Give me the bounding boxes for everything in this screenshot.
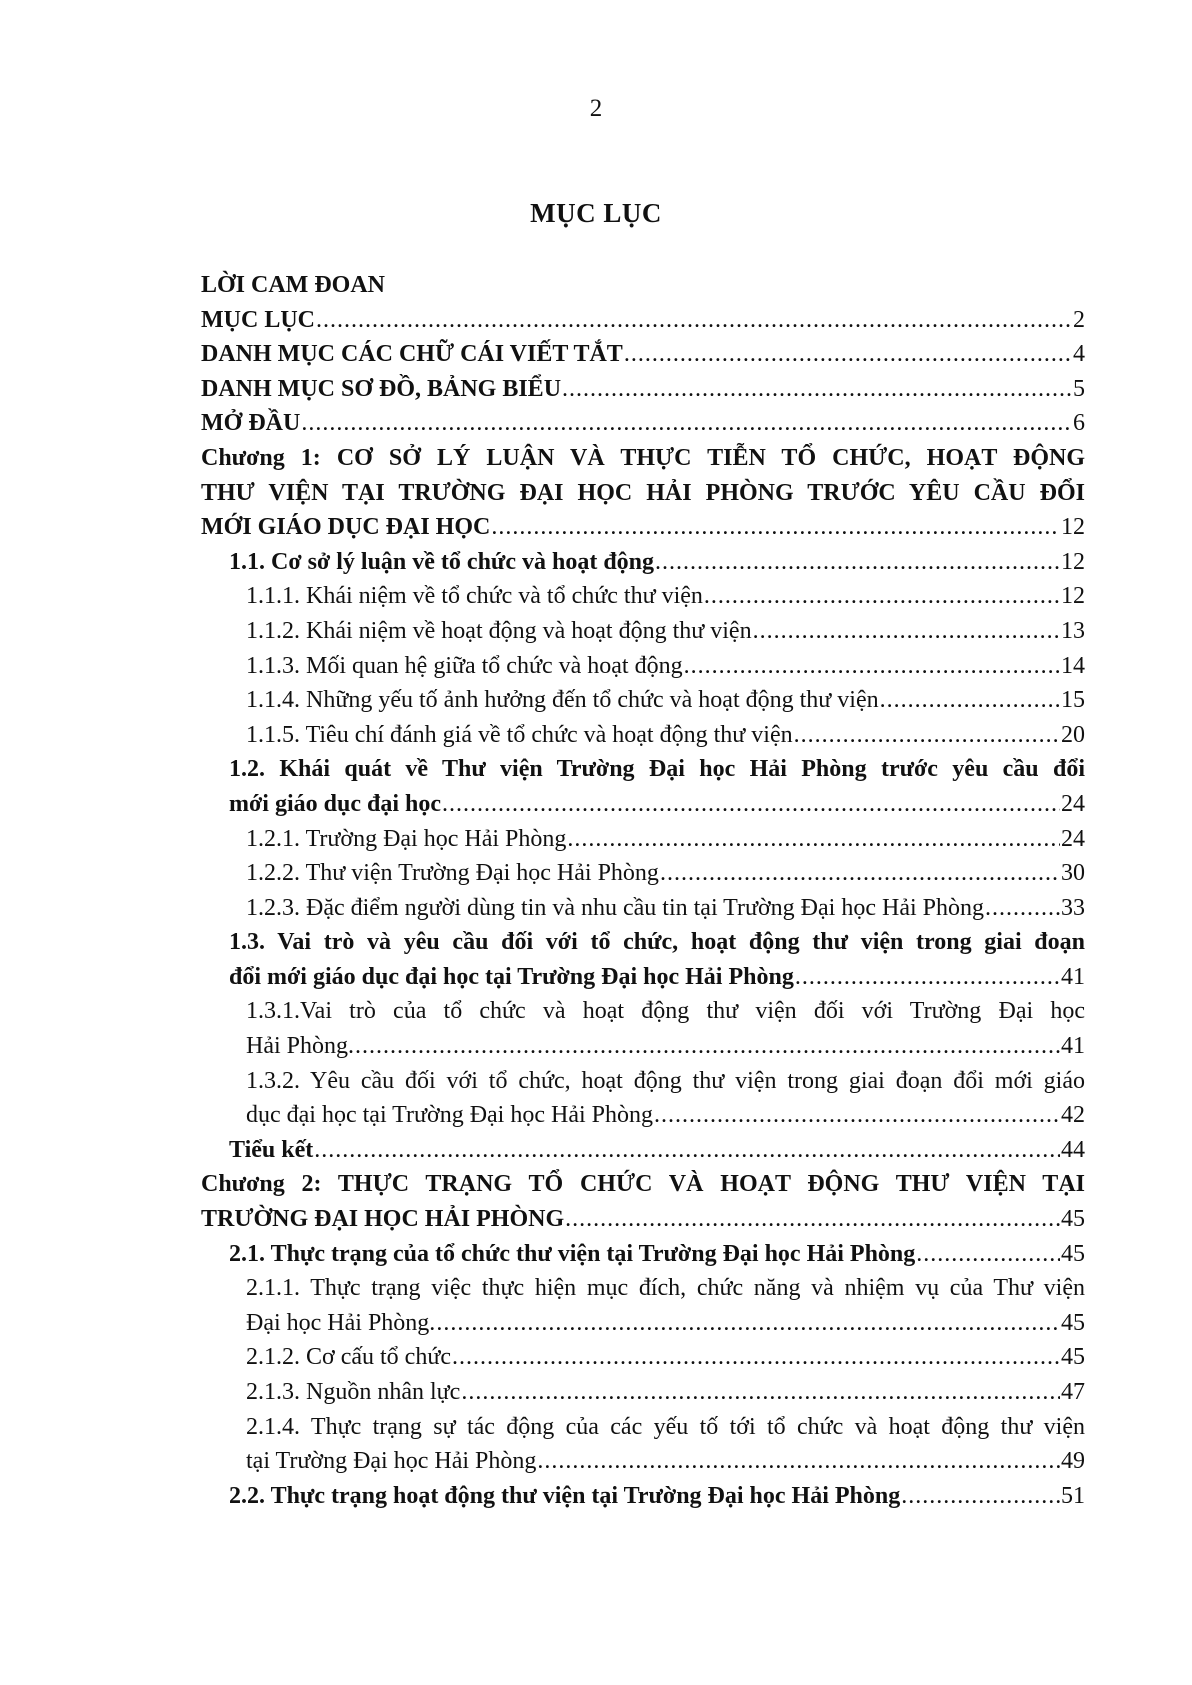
toc-entry-text: LỜI CAM ĐOAN xyxy=(201,272,385,298)
dot-leader xyxy=(654,1098,1060,1133)
toc-entry-text: tại Trường Đại học Hải Phòng xyxy=(246,1448,537,1475)
toc-entry-text: 1.1.4. Những yếu tố ảnh hưởng đến tổ chức và hoạt động thư viện xyxy=(246,687,879,714)
toc-entry xyxy=(201,406,1085,441)
dot-leader xyxy=(436,1306,1060,1341)
toc-page-number: 12 xyxy=(1061,514,1085,541)
toc-entry xyxy=(201,1133,1085,1168)
toc-page-number: 6 xyxy=(1073,410,1085,437)
toc-page-number: 12 xyxy=(1061,548,1085,575)
toc-entry xyxy=(201,579,1085,614)
dot-leader xyxy=(314,1133,1060,1168)
dot-leader xyxy=(660,856,1060,891)
dot-leader xyxy=(704,579,1060,614)
toc-entry-text: Hải Phòng. xyxy=(246,1033,354,1060)
toc-entry-text: 1.1.5. Tiêu chí đánh giá về tổ chức và hoạt động thư viện xyxy=(246,721,793,748)
toc-entry xyxy=(201,268,1085,303)
toc-entry-text: DANH MỤC SƠ ĐỒ, BẢNG BIỂU xyxy=(201,375,562,402)
dot-leader xyxy=(562,372,1072,407)
toc-entry-text: dục đại học tại Trường Đại học Hải Phòng xyxy=(246,1102,653,1129)
dot-leader xyxy=(655,545,1060,580)
toc-page-number: 5 xyxy=(1073,375,1085,402)
dot-leader xyxy=(684,649,1060,684)
toc-entry-text: đổi mới giáo dục đại học tại Trường Đại học Hải Phòng xyxy=(229,963,794,990)
toc-entry xyxy=(201,994,1085,1063)
toc-entry-text: THƯ VIỆN TẠI TRƯỜNG ĐẠI HỌC HẢI PHÒNG TRƯỚC YÊU CẦU ĐỔI xyxy=(201,479,1085,506)
toc-entry xyxy=(201,337,1085,372)
toc-entry xyxy=(201,1064,1085,1133)
toc-entry xyxy=(201,545,1085,580)
dot-leader xyxy=(452,1340,1060,1375)
toc-page-number: 14 xyxy=(1061,652,1085,679)
toc-entry xyxy=(201,441,1085,545)
toc-entry-text: 1.3. Vai trò và yêu cầu đối với tổ chức, hoạt động thư viện trong giai đoạn xyxy=(229,929,1085,956)
dot-leader xyxy=(985,891,1060,926)
toc-entry xyxy=(201,1237,1085,1272)
toc-entry-text: Tiểu kết xyxy=(229,1136,314,1163)
toc-entry-text: 1.3.2. Yêu cầu đối với tổ chức, hoạt động thư viện trong giai đoạn đổi mới giáo xyxy=(246,1067,1085,1094)
toc-entry xyxy=(201,752,1085,821)
dot-leader xyxy=(355,1029,1060,1064)
toc-page-number: 33 xyxy=(1061,894,1085,921)
toc-entry-text: mới giáo dục đại học xyxy=(229,790,441,817)
toc-page-number: 45 xyxy=(1061,1240,1085,1267)
toc-entry xyxy=(201,1479,1085,1514)
toc-page-number: 41 xyxy=(1061,1033,1085,1060)
dot-leader xyxy=(491,510,1060,545)
toc-page-number: 44 xyxy=(1061,1136,1085,1163)
toc-page-number: 2 xyxy=(1073,306,1085,333)
dot-leader xyxy=(442,787,1060,822)
toc-entry-text: Chương 2: THỰC TRẠNG TỔ CHỨC VÀ HOẠT ĐỘNG THƯ VIỆN TẠI xyxy=(201,1171,1085,1198)
toc-entry-text: MỞ ĐẦU xyxy=(201,410,301,437)
toc-entry-text: 2.1.2. Cơ cấu tổ chức xyxy=(246,1344,451,1371)
toc-entry-text: MỤC LỤC xyxy=(201,306,315,333)
toc-page-number: 20 xyxy=(1061,721,1085,748)
dot-leader xyxy=(753,614,1060,649)
toc-entry xyxy=(201,649,1085,684)
toc-entry-text: 1.1.3. Mối quan hệ giữa tổ chức và hoạt động xyxy=(246,652,683,679)
toc-entry-text: 1.3.1.Vai trò của tổ chức và hoạt động thư viện đối với Trường Đại học xyxy=(246,998,1085,1025)
toc-page-number: 47 xyxy=(1061,1379,1085,1405)
toc-entry-text: MỚI GIÁO DỤC ĐẠI HỌC xyxy=(201,514,491,541)
toc-entry-text: 1.2.2. Thư viện Trường Đại học Hải Phòng xyxy=(246,860,659,887)
dot-leader xyxy=(901,1479,1060,1514)
dot-leader xyxy=(794,718,1060,753)
table-of-contents xyxy=(201,268,1085,1513)
toc-entry-text: Đại học Hải Phòng. xyxy=(246,1309,436,1336)
dot-leader xyxy=(301,406,1072,441)
toc-entry-text: DANH MỤC CÁC CHỮ CÁI VIẾT TẮT xyxy=(201,341,623,368)
toc-entry-text: 2.1.4. Thực trạng sự tác động của các yếu tố tới tổ chức và hoạt động thư viện xyxy=(246,1413,1085,1440)
toc-entry xyxy=(201,718,1085,753)
toc-entry-text: 2.2. Thực trạng hoạt động thư viện tại Trường Đại học Hải Phòng xyxy=(229,1482,901,1509)
dot-leader xyxy=(316,303,1072,338)
toc-entry xyxy=(201,1375,1085,1410)
toc-page-number: 24 xyxy=(1061,790,1085,817)
toc-entry-text: 1.1.1. Khái niệm về tổ chức và tổ chức thư viện xyxy=(246,583,703,610)
toc-page-number: 42 xyxy=(1061,1102,1085,1129)
dot-leader xyxy=(567,822,1060,857)
toc-entry xyxy=(201,856,1085,891)
toc-page-number: 13 xyxy=(1061,617,1085,644)
dot-leader xyxy=(624,337,1072,372)
toc-entry xyxy=(201,1340,1085,1375)
toc-page-number: 45 xyxy=(1061,1206,1085,1233)
toc-page-number: 24 xyxy=(1061,825,1085,852)
toc-entry xyxy=(201,822,1085,857)
toc-entry-text: 1.1.2. Khái niệm về hoạt động và hoạt động thư viện xyxy=(246,617,752,644)
dot-leader xyxy=(461,1375,1060,1410)
toc-entry-text: 1.1. Cơ sở lý luận về tổ chức và hoạt động xyxy=(229,548,655,575)
toc-page-number: 45 xyxy=(1061,1344,1085,1371)
toc-entry-text: Chương 1: CƠ SỞ LÝ LUẬN VÀ THỰC TIỄN TỔ CHỨC, HOẠT ĐỘNG xyxy=(201,444,1085,471)
toc-entry xyxy=(201,925,1085,994)
toc-page-number: 12 xyxy=(1061,583,1085,610)
page-title: MỤC LỤC xyxy=(530,198,662,228)
toc-entry xyxy=(201,1167,1085,1236)
toc-entry-text: 1.2.1. Trường Đại học Hải Phòng xyxy=(246,825,567,852)
dot-leader xyxy=(537,1444,1060,1479)
toc-page-number: 30 xyxy=(1061,860,1085,887)
toc-entry xyxy=(201,1410,1085,1479)
toc-page-number: 41 xyxy=(1061,963,1085,990)
toc-page-number: 49 xyxy=(1061,1448,1085,1475)
toc-entry-text: 1.2.3. Đặc điểm người dùng tin và nhu cầu tin tại Trường Đại học Hải Phòng xyxy=(246,894,984,921)
toc-entry-text: TRƯỜNG ĐẠI HỌC HẢI PHÒNG xyxy=(201,1206,565,1233)
toc-page-number: 4 xyxy=(1073,341,1085,368)
toc-entry xyxy=(201,372,1085,407)
toc-entry xyxy=(201,1271,1085,1340)
dot-leader xyxy=(880,683,1060,718)
toc-page-number: 51 xyxy=(1061,1482,1085,1509)
toc-entry xyxy=(201,614,1085,649)
page-number: 2 xyxy=(589,95,603,122)
toc-entry xyxy=(201,303,1085,338)
dot-leader xyxy=(916,1237,1060,1272)
toc-entry-text: 2.1. Thực trạng của tổ chức thư viện tại Trường Đại học Hải Phòng xyxy=(229,1240,916,1267)
toc-page-number: 15 xyxy=(1061,687,1085,714)
dot-leader xyxy=(795,960,1060,995)
toc-entry-text: 2.1.3. Nguồn nhân lực xyxy=(246,1379,461,1405)
toc-entry-text: 2.1.1. Thực trạng việc thực hiện mục đích, chức năng và nhiệm vụ của Thư viện xyxy=(246,1275,1085,1302)
toc-entry-text: 1.2. Khái quát về Thư viện Trường Đại học Hải Phòng trước yêu cầu đổi xyxy=(229,756,1085,783)
toc-entry xyxy=(201,891,1085,926)
toc-entry xyxy=(201,683,1085,718)
toc-page-number: 45 xyxy=(1061,1309,1085,1336)
dot-leader xyxy=(565,1202,1060,1237)
